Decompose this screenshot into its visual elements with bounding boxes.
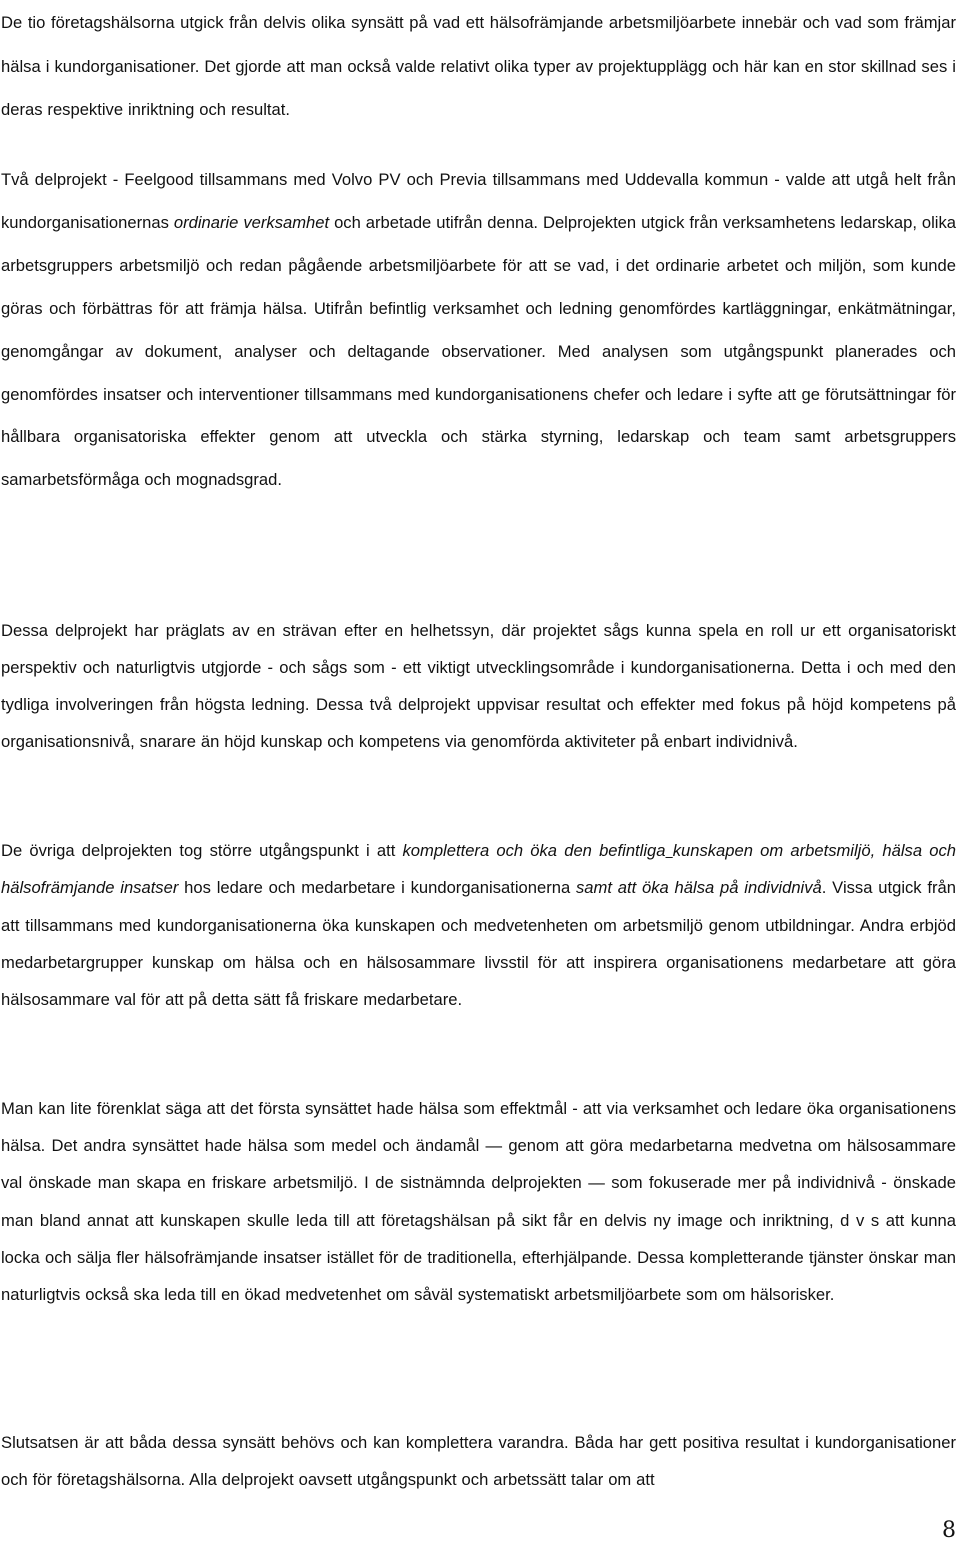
emphasis-work-environment-knowledge: kunskapen om arbetsmiljö, hälsa och hälsofrämjande insatser — [1, 841, 956, 898]
paragraph-conclusion — [1, 1424, 956, 1498]
emphasis-ordinary-operations: ordinarie verksamhet — [173, 212, 330, 232]
paragraph-text-start: De övriga delprojekten tog större utgångspunkt i att — [1, 841, 403, 860]
paragraph-text: Slutsatsen är att båda dessa synsätt behövs och kan komplettera varandra. Båda har gett positiva resultat i kundorganisationer och för företagshälsorna. Alla delprojekt oavsett utgångspunkt och arbetssätt talar om att — [1, 1433, 956, 1489]
paragraph-text: Man kan lite förenklat säga att det första synsättet hade hälsa som effektmål - att via verksamhet och ledare öka organisationens hälsa. Det andra synsättet hade hälsa som medel och ändamål — genom att göra medarbetarna medvetna om hälsosammare val önskade man skapa en friskare arbetsmiljö. I de sistnämnda delprojekten — som fokuserade mer på individnivå - önskade man bland annat att kunskapen skulle leda till att företagshälsan på sikt får en delvis ny image och inriktning, d v s att kunna locka och sälja fler hälsofrämjande insatser istället för de traditionella, efterhjälpande. Dessa kompletterande tjänster önskar man naturligtvis också ska leda till en ökad medvetenhet om såväl systematiskt arbetsmiljöarbete som om hälsorisker. — [1, 1099, 956, 1305]
emphasis-individual-health: samt att öka hälsa på individnivå — [575, 878, 822, 898]
paragraph-text: Dessa delprojekt har präglats av en strävan efter en helhetssyn, där projektet sågs kunna spela en roll ur ett organisatoriskt perspektiv och naturligtvis utgjorde - och sågs som - ett viktigt utvecklingsområde i kundorganisationerna. Detta i och med den tydliga involveringen från högsta ledning. Dessa två delprojekt uppvisar resultat och effekter med fokus på höjd kompetens på organisationsnivå, snarare än höjd kunskap och kompetens via genomförda aktiviteter på enbart individnivå. — [1, 621, 956, 752]
paragraph-intro — [1, 1, 956, 132]
paragraph-text-middle: hos ledare och medarbetare i kundorganisationerna — [178, 878, 576, 898]
paragraph-holistic-view — [1, 612, 956, 760]
paragraph-other-subprojects — [1, 832, 956, 1018]
paragraph-text-end: och arbetade utifrån denna. Delprojekten utgick från verksamhetens ledarskap, olika arbetsgruppers arbetsmiljö och redan pågående arbetsmiljöarbete för att se vad, i det ordinarie arbetet och miljön, som kunde göras och förbättras för att främja hälsa. Utifrån befintlig verksamhet och ledning genomfördes kartläggningar, enkätmätningar, genomgångar av dokument, analyser och deltagande observationer. Med analysen som utgångspunkt planerades och genomfördes insatser och interventioner tillsammans med kundorganisationens chefer och ledare i syfte att ge förutsättningar för hållbara organisatoriska effekter genom att utveckla och stärka styrning, ledarskap och team samt arbetsgruppers samarbetsförmåga och mognadsgrad. — [1, 212, 956, 490]
underlined-space — [666, 841, 673, 860]
emphasis-complement-knowledge: komplettera och öka den befintliga — [402, 841, 666, 860]
page-number: 8 — [942, 1518, 956, 1543]
paragraph-text-start: Två delprojekt - Feelgood tillsammans med Volvo PV och Previa tillsammans med Uddevalla kommun - valde att utgå helt från kundorganisationernas — [1, 170, 956, 232]
paragraph-two-approaches — [1, 1090, 956, 1313]
paragraph-ordinary-operations — [1, 159, 956, 502]
paragraph-text-end: . Vissa utgick från att tillsammans med kundorganisationerna öka kunskapen och medvetenheten om arbetsmiljö genom utbildningar. Andra erbjöd medarbetargrupper kunskap om hälsa och en hälsosammare livsstil för att inspirera organisationens medarbetare att göra hälsosammare val för att på detta sätt få friskare medarbetare. — [1, 878, 956, 1010]
paragraph-text: De tio företagshälsorna utgick från delvis olika synsätt på vad ett hälsofrämjande arbetsmiljöarbete innebär och vad som främjar hälsa i kundorganisationer. Det gjorde att man också valde relativt olika typer av projektupplägg och här kan en stor skillnad ses i deras respektive inriktning och resultat. — [1, 13, 956, 119]
